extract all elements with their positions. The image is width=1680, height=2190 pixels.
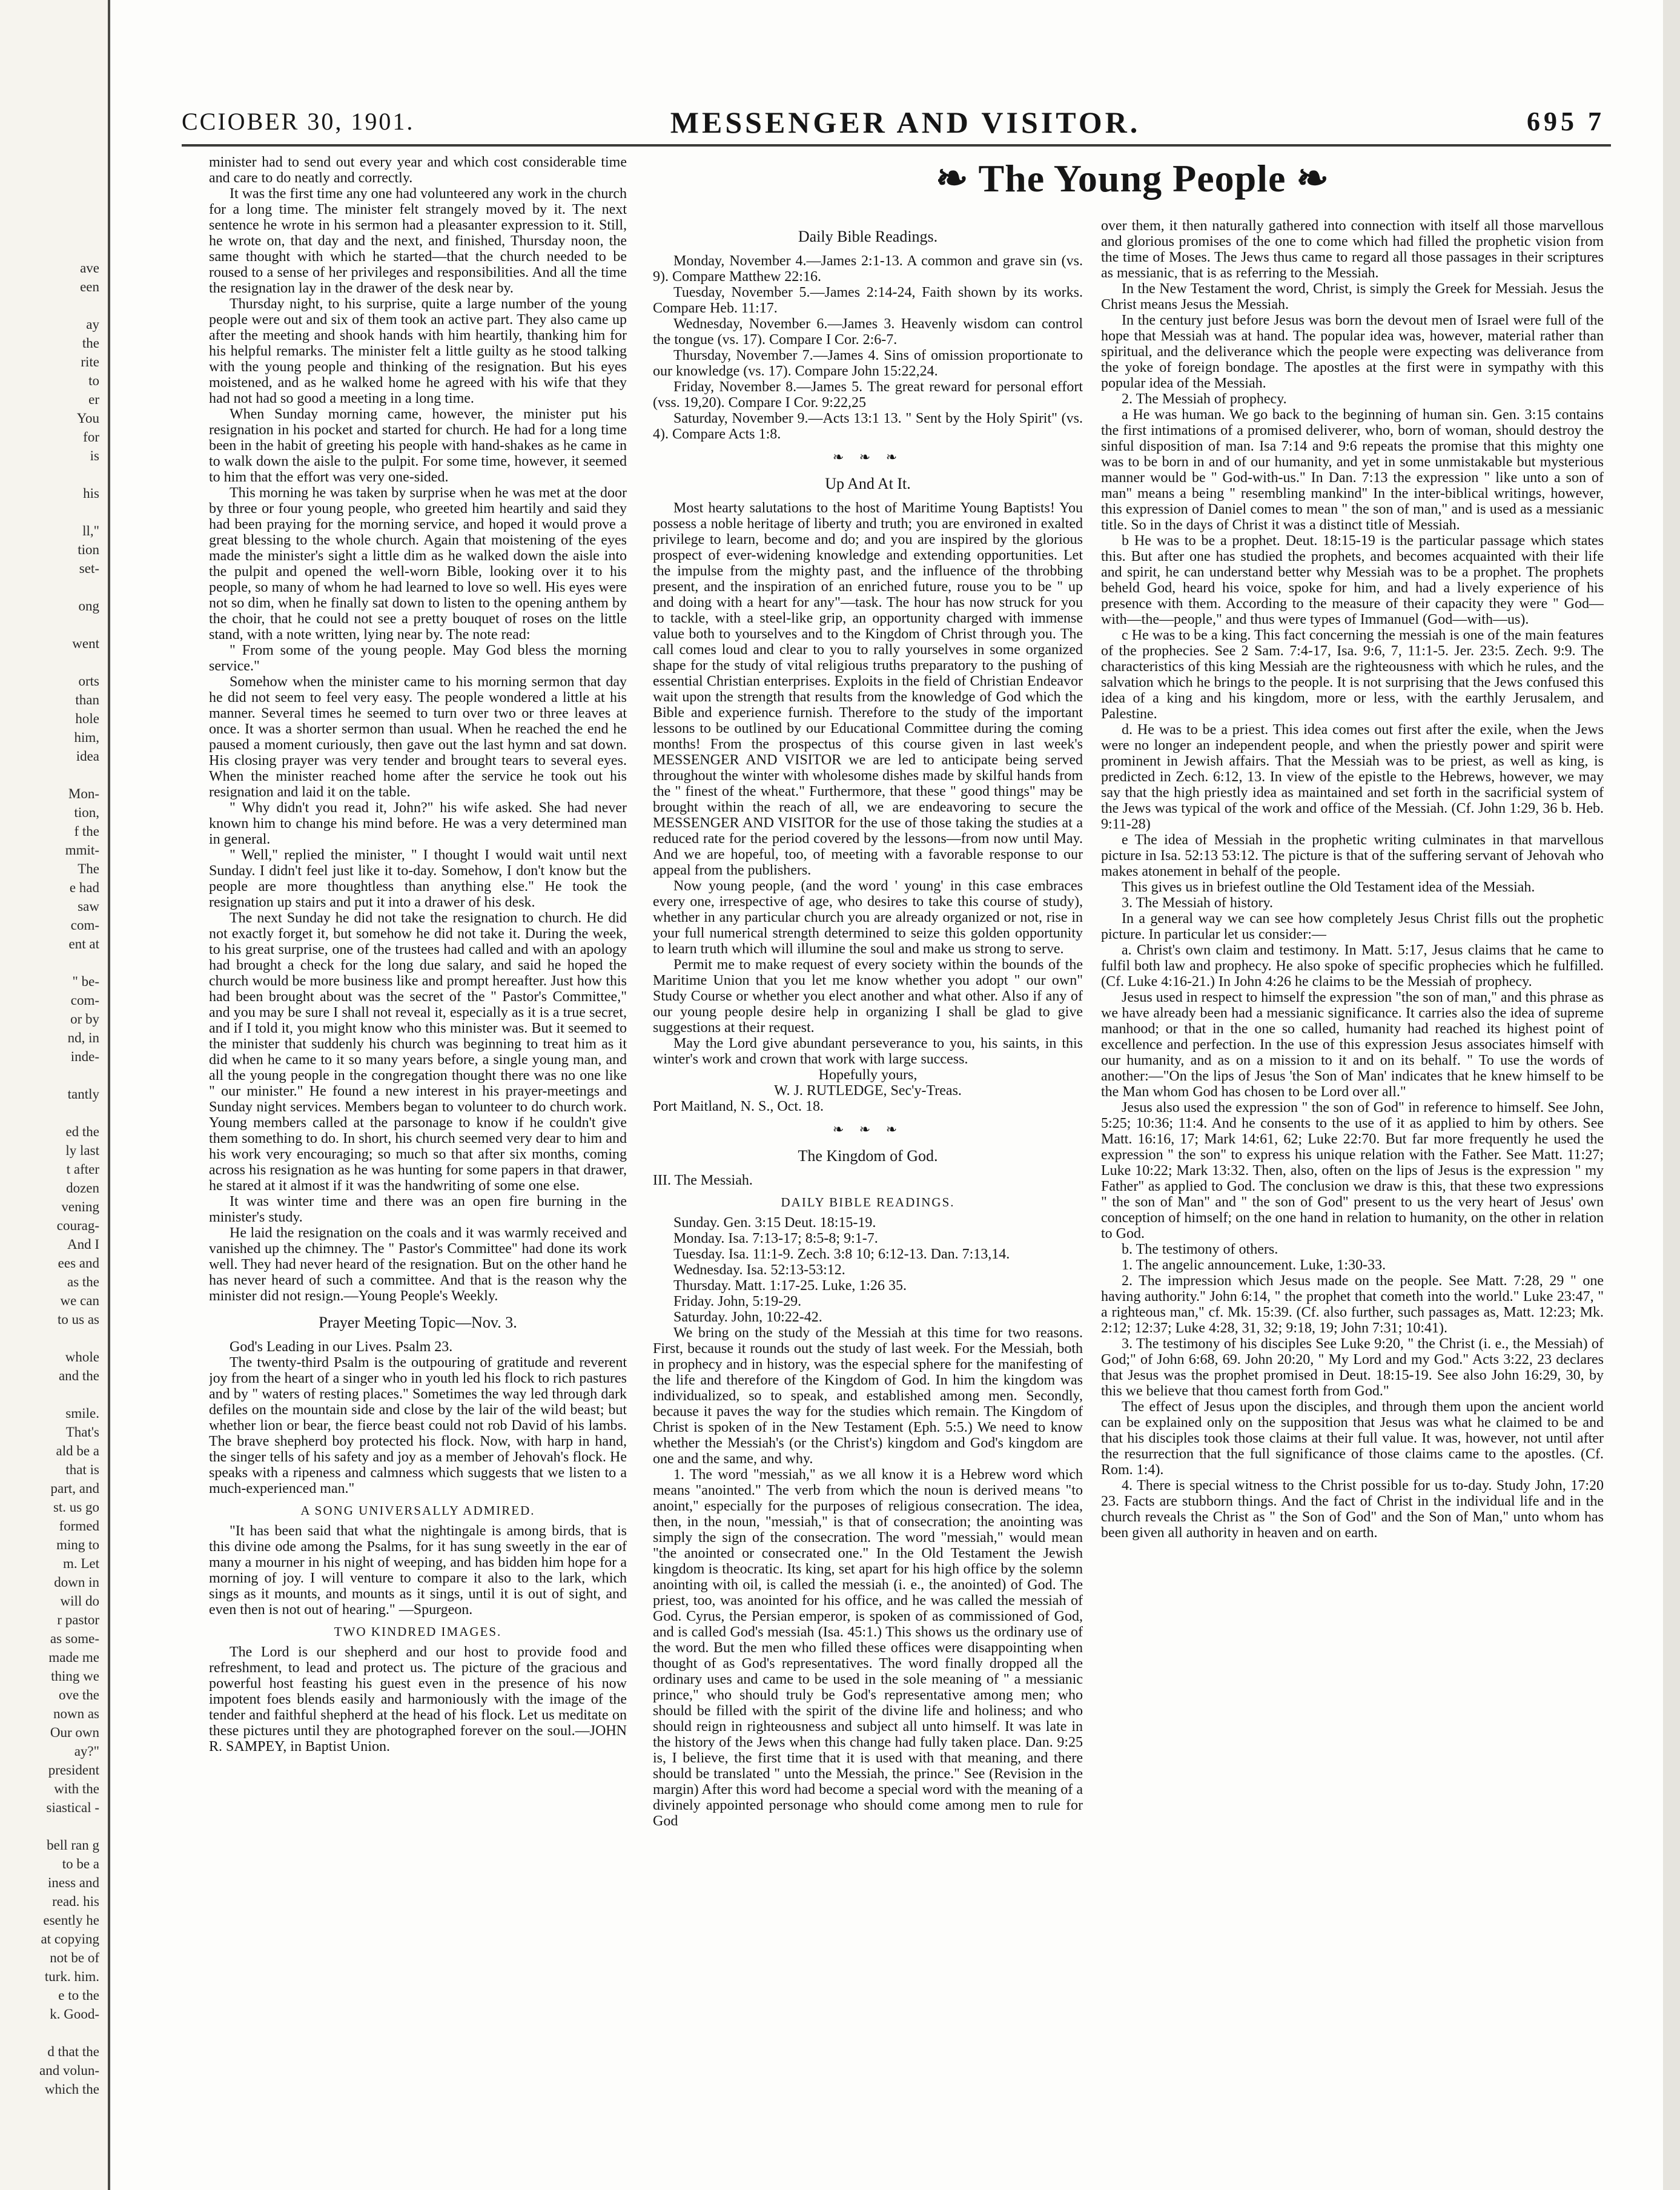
adjacent-text-fragment: not be of [50,1950,99,1965]
adjacent-text-fragment: esently he [43,1913,99,1928]
adjacent-text-fragment: as the [67,1274,99,1289]
adjacent-text-fragment: k. Good- [50,2006,99,2022]
adjacent-text-fragment: ove the [58,1687,99,1702]
adjacent-text-fragment: That's [65,1424,99,1440]
adjacent-text-fragment: ent at [68,936,99,951]
paragraph: God's Leading in our Lives. Psalm 23. [230,1339,453,1355]
adjacent-text-fragment: made me [48,1650,99,1665]
adjacent-text-fragment: to be a [62,1856,99,1871]
subheading: DAILY BIBLE READINGS. [781,1195,955,1209]
paragraph: Saturday, November 9.—Acts 13:1 13. " Sent by the Holy Spirit" (vs. 4). Compare Acts 1:8. [653,411,1083,442]
adjacent-text-fragment: com- [70,993,99,1008]
paragraph: The Lord is our shepherd and our host to provide food and refreshment, to lead and protect us. The picture of the gracious and powerful host feasting his guest even in the presence of his now impotent foes blends easily and harmoniously with the image of the tender and faithful shepherd at the head of his flock. Let us meditate on these pictures until they are photographed forever on the soul.—JOHN R. SAMPEY, in Baptist Union. [209,1644,627,1755]
paragraph: III. The Messiah. [653,1173,753,1188]
article-heading: Prayer Meeting Topic—Nov. 3. [319,1314,517,1331]
adjacent-text-fragment: whole [65,1349,99,1365]
adjacent-text-fragment: as some- [50,1631,99,1646]
adjacent-text-fragment: with the [54,1781,99,1796]
adjacent-text-fragment: tion [78,542,99,557]
article-heading: Daily Bible Readings. [798,228,938,245]
paragraph: Wednesday, November 6.—James 3. Heavenly wisdom can control the tongue (vs. 17). Compare I Cor. 2:6-7. [653,316,1083,348]
paragraph: Friday. John, 5:19-29. [673,1294,802,1309]
adjacent-text-fragment: hole [75,711,99,726]
signature-line: Hopefully yours, [818,1067,918,1083]
adjacent-text-fragment: vening [61,1199,99,1214]
adjacent-text-fragment: read. his [52,1894,99,1909]
paragraph: In the century just before Jesus was born the devout men of Israel were full of the hope that Messiah was at hand. The popular idea was, however, material rather than spiritual, and the deliverance which the people were expecting was deliverance from the yoke of foreign bondage. The apostles at the first were in sympathy with this popular idea of the Messiah. [1101,313,1604,391]
adjacent-text-fragment: ed the [65,1124,99,1139]
article-column-1 [209,154,627,2153]
paragraph: Friday, November 8.—James 5. The great reward for personal effort (vss. 19,20). Compare I Cor. 9:22,25 [653,379,1083,411]
adjacent-text-fragment: at copying [41,1931,99,1947]
adjacent-text-fragment: ald be a [56,1443,99,1458]
adjacent-text-fragment: The [78,861,99,876]
adjacent-text-fragment: ees and [58,1255,99,1271]
paragraph: 3. The Messiah of history. [1122,895,1273,911]
adjacent-text-fragment: that is [65,1462,99,1477]
adjacent-text-fragment: is [90,448,99,463]
section-heading: ❧ The Young People ❧ [936,157,1329,200]
paragraph: Jesus also used the expression " the son of God" in reference to himself. See John, 5:25; 10:36; 11:4. And he consents to the use of it as applied to him by others. See Matt. 16:16, 17; Mark 14:61, 62; Luke 22:70. But far more frequently he used the expression " the son" to express his unique relation with the Father. See Matt. 11:27; Luke 10:22; Mark 13:32. Then, also, often on the lips of Jesus is the expression " my Father" as applied to God. The conclusion we draw is this, that these two expressions " the son of Man" and " the son of God" present to us the very heart of Jesus' own conception of himself; on the one hand in relation to humanity, on the other in relation to God. [1101,1100,1604,1242]
adjacent-text-fragment: Mon- [68,786,99,801]
adjacent-text-fragment: You [76,411,99,426]
adjacent-text-fragment: his [83,486,99,501]
paragraph: 3. The testimony of his disciples See Luke 9:20, " the Christ (i. e., the Messiah) of God;" of John 6:68, 69. John 20:20, " My Lord and my God." Acts 3:22, 23 declares that Jesus was the prophet promised in Deut. 18:15-19. See also John 16:29, 30, by this we believe that thou camest forth from God." [1101,1336,1604,1399]
adjacent-text-fragment: Our own [50,1725,99,1740]
adjacent-text-fragment: idea [76,749,99,764]
adjacent-text-fragment: turk. him. [44,1969,99,1984]
adjacent-text-fragment: st. us go [53,1500,99,1515]
paragraph: " From some of the young people. May God bless the morning service." [209,643,627,674]
adjacent-text-fragment: ave [80,260,99,276]
adjacent-text-fragment: " be- [72,974,99,989]
paragraph: Now young people, (and the word ' young' in this case embraces every one, irrespective of age, who desires to take this course of study), whether in any particular church you are already organized or not, rise in your full numerical strength determined to seize this golden opportunity to learn truth which will illumine the soul and make us strong to serve. [653,878,1083,957]
adjacent-text-fragment: to [88,373,99,388]
adjacent-text-fragment: down in [54,1575,99,1590]
paragraph: a. Christ's own claim and testimony. In Matt. 5:17, Jesus claims that he came to fulfil both law and prophecy. He also spoke of specific prophecies which he fulfilled. (Cf. Luke 4:16-21.) In John 4:26 he claims to be the Messiah of prophecy. [1101,942,1604,990]
issue-date: CCIOBER 30, 1901. [182,108,415,135]
paragraph: c He was to be a king. This fact concerning the messiah is one of the main features of the prophecies. See 2 Sam. 7:4-17, Isa. 9:6, 7, 11:1-5. Jer. 23:5. Zech. 9:9. The characteristics of this king Messiah are the righteousness with which he rules, and the salvation which he brings to the people. It is not surprising that the Jews confused this idea of a king and his kingdom, more or less, with the earthly Jerusalem, and Palestine. [1101,627,1604,722]
adjacent-text-fragment: and volun- [39,2063,99,2078]
masthead [182,100,1605,142]
paragraph: Tuesday, November 5.—James 2:14-24, Faith shown by its works. Compare Heb. 11:17. [653,285,1083,316]
adjacent-text-fragment: or by [70,1011,99,1027]
adjacent-text-fragment: ming to [56,1537,99,1552]
adjacent-text-fragment: inde- [70,1049,99,1064]
adjacent-text-fragment: een [80,279,99,294]
adjacent-text-fragment: ll," [82,523,99,538]
adjacent-text-fragment: we can [60,1293,99,1308]
paragraph: Sunday. Gen. 3:15 Deut. 18:15-19. [673,1215,876,1231]
paragraph: Wednesday. Isa. 52:13-53:12. [673,1262,845,1278]
adjacent-text-fragment: set- [79,561,99,576]
adjacent-text-fragment: for [83,429,99,445]
paragraph: It was winter time and there was an open fire burning in the minister's study. [209,1194,627,1225]
adjacent-text-fragment: f the [74,824,99,839]
adjacent-text-fragment: him, [74,730,99,745]
paragraph: The twenty-third Psalm is the outpouring of gratitude and reverent joy from the heart of a singer who in youth led his flock to rich pastures and by " waters of resting places." Sometimes the way led through dark defiles on the mountain side and close by the lair of the wild beast; but whether lion or bear, the fierce beast could not rob David of his lambs. The brave shepherd boy protected his flock. Now, with harp in hand, the singer tells of his safety and joy as a member of Jehovah's flock. He speaks with a ripeness and calmness which suggests that we listen to a much-experienced man." [209,1355,627,1497]
adjacent-text-fragment: the [82,336,99,351]
adjacent-text-fragment: iness and [48,1875,99,1890]
paragraph: b. The testimony of others. [1122,1242,1278,1257]
adjacent-text-fragment: saw [78,899,99,914]
adjacent-text-fragment: president [48,1762,99,1778]
paragraph: d. He was to be a priest. This idea comes out first after the exile, when the Jews were no longer an independent people, and when the priestly power and spirit were prominent in Jewish affairs. That the Messiah was to be priest, as well as king, is predicted in Zech. 6:12, 13. In view of the epistle to the Hebrews, however, we may say that the high priestly idea as maintained and set forth in the sacrificial system of the Jews was typical of the work and office of the Messiah. (Cf. John 1:29, 36 b. Heb. 9:11-28) [1101,722,1604,832]
adjacent-page-strip [0,0,110,2190]
subheading: A SONG UNIVERSALLY ADMIRED. [300,1503,535,1518]
subheading: TWO KINDRED IMAGES. [334,1624,502,1639]
paragraph: It was the first time any one had volunteered any work in the church for a long time. The minister felt strangely moved by it. The next sentence he wrote in his sermon had a pleasanter expression to it. Still, he wrote on, that day and the next, and finished, Thursday noon, the same thought with which he started—that the church needed to be roused to a sense of her privileges and responsibilities. And all the time the resignation lay in the drawer of the desk near by. [209,186,627,296]
paragraph: 1. The word "messiah," as we all know it is a Hebrew word which means "anointed." The verb from which the noun is derived means "to anoint," especially for the purposes of religious consecration. The idea, then, in the noun, "messiah," is that of consecration; the anointing was simply the sign of the consecration. The word "messiah," would mean "the anointed or consecrated one." In the Old Testament the Jewish kingdom is theocratic. Its king, set apart for his high office by the solemn anointing with oil, is called the messiah (i. e., the anointed) of God. The priest, too, was anointed for his office, and he was called the messiah of God. Cyrus, the Persian emperor, is spoken of as commissioned of God, and is called God's messiah (Isa. 45:1.) This shows us the ordinary use of the word. But the men who filled these offices were disappointing when thought of as God's representatives. The word finally dropped all the ordinary uses and came to be used in the sole meaning of " a messianic prince," who should truly be God's representative among men; who should be filled with the spirit of the divine life and holiness; and who should reign in righteousness and subject all unto himself. It was late in the history of the Jews when this change had fully taken place. Dan. 9:25 is, I believe, the first time that it is used with that meaning, and there should be translated " unto the Messiah, the prince." See (Revision in the margin) After this word had become a special word with the meaning of a divinely appointed personage who should come among men to rule for God [653,1467,1083,1829]
paragraph: We bring on the study of the Messiah at this time for two reasons. First, because it rounds out the study of last week. For the Messiah, both in prophecy and in history, was the especial sphere for the manifesting of the life and therefore of the Kingdom of God. In him the kingdom was individualized, so to speak, and established among men. Secondly, because it paves the way for the studies which remain. The Kingdom of Christ is spoken of in the New Testament (Eph. 5:5.) We need to know whether the Messiah's (or the Christ's) kingdom and God's kingdom are one and the same, and why. [653,1325,1083,1467]
paragraph: b He was to be a prophet. Deut. 18:15-19 is the particular passage which states this. But after one has studied the prophets, and becomes acquainted with their life and spirit, he can understand better why Messiah was to be a prophet. The prophets beheld God, heard his voice, spoke for him, and had a lively experience of his presence with them. According to the measure of their capacity they were " God—with—the—people," and thus were types of Immanuel (God—with—us). [1101,533,1604,627]
adjacent-text-fragment: ly last [65,1143,99,1158]
adjacent-text-fragment: siastical - [46,1800,99,1815]
paragraph: Saturday. John, 10:22-42. [673,1309,822,1325]
article-column-2 [653,218,1083,2162]
paragraph: Monday, November 4.—James 2:1-13. A common and grave sin (vs. 9). Compare Matthew 22:16. [653,253,1083,285]
scan-edge [1663,0,1680,2190]
adjacent-text-fragment: And I [67,1237,99,1252]
article-heading: The Kingdom of God. [798,1147,938,1165]
adjacent-text-fragment: thing we [51,1669,99,1684]
adjacent-text-fragment: nd, in [67,1030,99,1045]
signature-line: W. J. RUTLEDGE, Sec'y-Treas. [774,1083,962,1099]
adjacent-text-fragment: than [75,692,99,707]
adjacent-text-fragment: dozen [66,1180,99,1196]
adjacent-text-fragment: m. Let [62,1556,99,1571]
paragraph: The effect of Jesus upon the disciples, and through them upon the ancient world can be explained only on the supposition that Jesus was what he claimed to be and that his disciples took those claims at their full value. It was, however, not until after the resurrection that the full significance of those claims came to the apostles. (Cf. Rom. 1:4). [1101,1399,1604,1478]
paragraph: a He was human. We go back to the beginning of human sin. Gen. 3:15 contains the first intimations of a promised deliverer, who, born of woman, should destroy the sinful disposition of man. Isa 7:14 and 9:6 repeats the promise that this mighty one was to be born in and of our humanity, and yet in some unmistakable but mysterious manner would be " God-with-us." In Dan. 7:13 the expression " like unto a son of man" means a being " resembling mankind" In the inter-biblical writings, however, this expression of Daniel comes to mean " the son of man," and is used as a messianic title. So in the days of Christ it was a distinct title of Messiah. [1101,407,1604,533]
paragraph: He laid the resignation on the coals and it was warmly received and vanished up the chimney. The " Pastor's Committee" had done its work well. They had never heard of the resignation. But on the other hand he has never heard of such a committee. And that is the reason why the minister did not resign.—Young People's Weekly. [209,1225,627,1304]
paragraph: The next Sunday he did not take the resignation to church. He did not exactly forget it, but somehow he did not take it. During the week, to his great surprise, one of the trustees had called and with an apology had brought a check for the long due salary, and said he hoped the church would be more business like and prompt hereafter. Just how this had been brought about was the secret of the " Pastor's Committee," and you may be sure I shall not reveal it, especially as it is a true secret, and if I told it, you might know who this minister was. But it seemed to the minister that suddenly his church was beginning to treat him as it did when he came to it so many years before, a single young man, and all the young people in the congregation thought there was no one like " our minister." He found a new interest in his prayer-meetings and Sunday night services. Members began to volunteer to do church work. Young members called at the parsonage to know if he couldn't give them something to do. In short, his church seemed very dear to him and his work very encouraging; so much so that after six months, coming across his resignation as he was hunting for some papers in that drawer, he stared at it almost if it was the handwriting of some one else. [209,910,627,1194]
adjacent-text-fragment: orts [78,673,99,689]
adjacent-text-fragment: mmit- [65,842,99,858]
paragraph: When Sunday morning came, however, the minister put his resignation in his pocket and started for church. He had for a long time been in the habit of greeting his people with hand-shakes as he came in to walk down the aisle to the pulpit. For some time, however, it seemed to him that the effort was very one-sided. [209,406,627,485]
paragraph: 1. The angelic announcement. Luke, 1:30-33. [1122,1257,1386,1273]
adjacent-text-fragment: e had [69,880,99,895]
adjacent-text-fragment: part, and [50,1481,99,1496]
adjacent-text-fragment: d that the [47,2044,99,2059]
paragraph: Monday. Isa. 7:13-17; 8:5-8; 9:1-7. [673,1231,878,1246]
adjacent-text-fragment: smile. [65,1406,99,1421]
adjacent-text-fragment: tantly [67,1087,99,1102]
article-heading: Up And At It. [825,475,911,492]
page-number: 695 7 [1527,107,1605,136]
paragraph: over them, it then naturally gathered into connection with itself all those marvellous and glorious promises of the one to come which had filled the prophetic vision from the time of Moses. The Jews thus came to regard all those passages in their scriptures as messianic, that is as referring to the Messiah. [1101,218,1604,281]
article-column-3 [1101,218,1604,2162]
paragraph: Somehow when the minister came to his morning sermon that day he did not seem to feel very easy. The people wondered a little at his manner. Several times he seemed to turn over two or three leaves at once. It was a shorter sermon than usual. When he reached the end he paused a moment curiously, then gave out the last hymn and sat down. His closing prayer was very tender and brought tears to several eyes. When the minister reached home after the service he took out his resignation and laid it on the table. [209,674,627,800]
ornament-divider: ❧ ❧ ❧ [832,449,904,465]
adjacent-text-fragment: e to the [58,1988,99,2003]
paragraph: This gives us in briefest outline the Old Testament idea of the Messiah. [1122,879,1535,895]
adjacent-text-fragment: com- [70,918,99,933]
masthead-rule [182,144,1611,147]
paragraph: " Well," replied the minister, " I thought I would wait until next Sunday. I didn't feel just like it to-day. Somehow, I don't know but the people are more thoughtless than anything else." He took the resignation up stairs and put it into a drawer of his desk. [209,847,627,910]
paragraph: Permit me to make request of every society within the bounds of the Maritime Union that you let me know whether you adopt " our own" Study Course or whether you elect another and what other. Also if any of our young people desire help in organizing I shall be glad to give suggestions at their request. [653,957,1083,1036]
paragraph: 2. The Messiah of prophecy. [1122,391,1287,407]
adjacent-text-fragment: ong [78,598,99,614]
paragraph: This morning he was taken by surprise when he was met at the door by three or four young people, who greeted him heartily and said they had been praying for the morning service, and hoped it would prove a great blessing to the whole church. Again that moistening of the eyes made the minister's sight a little dim as he walked down the aisle into the pulpit and opened the well-worn Bible, looking over it to his people, so many of whom he had learned to love so well. His eyes were not so dim, when he finally sat down to listen to the opening anthem by the choir, that he could not see a pretty bouquet of roses on the little stand, with a note written, lying near by. The note read: [209,485,627,643]
paragraph: May the Lord give abundant perseverance to you, his saints, in this winter's work and crown that work with large success. [653,1036,1083,1067]
adjacent-text-fragment: rite [81,354,99,369]
adjacent-text-fragment: went [72,636,99,651]
paragraph: Port Maitland, N. S., Oct. 18. [653,1099,824,1114]
paragraph: In a general way we can see how completely Jesus Christ fills out the prophetic picture. In particular let us consider:— [1101,911,1604,942]
paragraph: 2. The impression which Jesus made on the people. See Matt. 7:28, 29 " one having authority." John 6:14, " the prophet that cometh into the world." Luke 23:47, " a righteous man," cf. Mk. 15:39. (Cf. also further, such passages as, Matt. 12:23; Mk. 2:12; 12:37; Luke 4:28, 31, 32; 9:18, 19; John 7:31; 10:41). [1101,1273,1604,1336]
paragraph: 4. There is special witness to the Christ possible for us to-day. Study John, 17:20 23. Facts are stubborn things. And the fact of Christ in the individual life and in the church reveals the Christ as " the Son of God" and the Son of Man," unto whom has been given all authority in heaven and on earth. [1101,1478,1604,1541]
adjacent-text-fragment: tion, [74,805,99,820]
paragraph: minister had to send out every year and which cost considerable time and care to do neatly and correctly. [209,154,627,186]
paragraph: Most hearty salutations to the host of Maritime Young Baptists! You possess a noble heritage of liberty and truth; you are environed in exalted privilege to learn, become and do; and you are inspired by the glorious prospect of ever-widening knowledge and extending opportunities. Let the impulse from the mighty past, and the influence of the throbbing present, and the inspiration of an enriched future, rouse you to be " up and doing with a heart for any"—task. The hour has now struck for you to tackle, with a steel-like grip, an opportunity charged with immense value both to yourselves and to the Kingdom of Christ through you. The call comes loud and clear to you to rally yourselves in some organized shape for the study of vital religious truths preparatory to the pushing of essential Christian enterprises. Exploits in the field of Christian Endeavor wait upon the strength that results from the knowledge of God which the Bible and experience furnish. Therefore to the study of the important lessons to be outlined by our Educational Committee during the coming months! From the prospectus of this course given in last week's MESSENGER AND VISITOR we are led to anticipate being served throughout the winter with wholesome dishes made by skilful hands from the " finest of the wheat." Furthermore, that these " good things" may be brought within the reach of all, we are endeavoring to secure the MESSENGER AND VISITOR for the use of those taking the studies at a reduced rate for the period covered by the lessons—from now until May. And we are hopeful, too, of meeting with a favorable response to our appeal from the publishers. [653,500,1083,878]
adjacent-text-fragment: ay?" [74,1744,99,1759]
paragraph: "It has been said that what the nightingale is among birds, that is this divine ode among the Psalms, for it has sung sweetly in the ear of many a mourner in his night of weeping, and has bidden him hope for a morning of joy. I will venture to compare it also to the lark, which sings as it mounts, and mounts as it sings, until it is out of sight, and even then is not out of hearing." —Spurgeon. [209,1523,627,1618]
paragraph: Jesus used in respect to himself the expression "the son of man," and this phrase as we have already been had a messianic significance. It carries also the idea of supreme manhood; or that in the one so called, humanity had reached its highest point of excellence and perfection. In the use of this expression Jesus associates himself with our humanity, and as on a mission to it and on its behalf. " To use the words of another:—"On the lips of Jesus 'the Son of Man' indicates that he knew himself to be the Man whom God has chosen to be Lord over all." [1101,990,1604,1100]
ornament-divider: ❧ ❧ ❧ [832,1122,904,1137]
adjacent-text-fragment: to us as [58,1312,99,1327]
paragraph: Thursday night, to his surprise, quite a large number of the young people were out and six of them took an active part. They also came up after the meeting and shook hands with him heartily, thanking him for his helpful remarks. The minister felt a little guilty as he stood talking with the young people and thinking of the resignation. But his eyes moistened, and as he walked home he agreed with his wife that they had not had so good a meeting in a long time. [209,296,627,406]
paragraph: Thursday. Matt. 1:17-25. Luke, 1:26 35. [673,1278,907,1294]
adjacent-text-fragment: t after [66,1162,99,1177]
newspaper-title: MESSENGER AND VISITOR. [670,105,1141,139]
paragraph: In the New Testament the word, Christ, is simply the Greek for Messiah. Jesus the Christ means Jesus the Messiah. [1101,281,1604,313]
adjacent-text-fragment: ay [86,317,99,332]
adjacent-text-fragment: r pastor [57,1612,99,1627]
adjacent-text-fragment: courag- [56,1218,99,1233]
adjacent-text-fragment: nown as [53,1706,99,1721]
adjacent-text-fragment: formed [59,1518,99,1533]
paragraph: e The idea of Messiah in the prophetic writing culminates in that marvellous picture in Isa. 52:13 53:12. The picture is that of the suffering servant of Jehovah who makes atonement in behalf of the people. [1101,832,1604,879]
paragraph: Tuesday. Isa. 11:1-9. Zech. 3:8 10; 6:12-13. Dan. 7:13,14. [673,1246,1010,1262]
adjacent-text-fragment: which the [44,2082,99,2097]
paragraph: " Why didn't you read it, John?" his wife asked. She had never known him to change his mind before. He was a very determined man in general. [209,800,627,847]
paragraph: Thursday, November 7.—James 4. Sins of omission proportionate to our knowledge (vs. 17). Compare John 15:22,24. [653,348,1083,379]
adjacent-text-fragment: and the [58,1368,99,1383]
adjacent-text-fragment: will do [60,1593,99,1609]
adjacent-text-fragment: er [88,392,99,407]
adjacent-text-fragment: bell ran g [47,1838,99,1853]
